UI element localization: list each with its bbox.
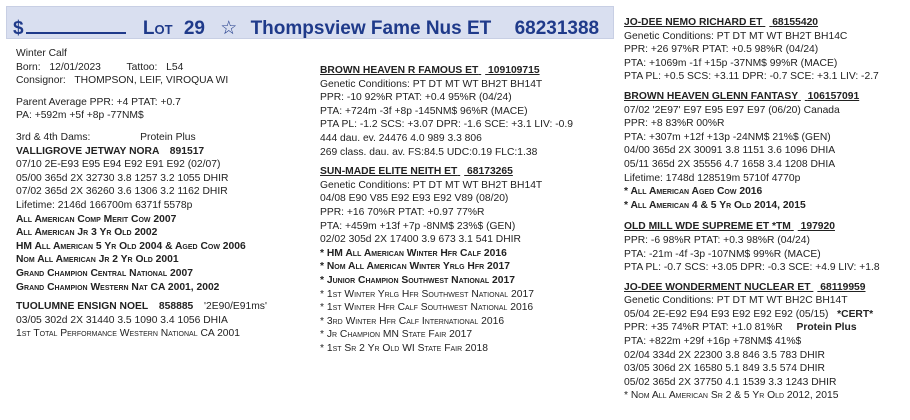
price-blank: [26, 18, 126, 34]
fourth-dam-heading: [16, 300, 308, 314]
fourth-dam-reg: 858885: [158, 301, 194, 313]
dam-sire-line: PTA: -21m -4f -3p -107NM$ 99%R (MACE): [624, 248, 821, 260]
dam-award: * 1st Sr 2 Yr Old WI State Fair 2018: [320, 342, 488, 354]
consignor-line: [16, 74, 308, 88]
dam-reg: 68173265: [467, 166, 513, 178]
sire-heading: [320, 64, 612, 78]
dam-dam-protein-plus: Protein Plus: [796, 322, 857, 334]
sire-line: 444 dau. ev. 24476 4.0 989 3.3 806: [320, 132, 482, 144]
dam-award: * Junior Champion Southwest National 2017: [320, 274, 515, 286]
dam-dam-heading: [624, 281, 910, 295]
dam-dam-name: JO-DEE WONDERMENT NUCLEAR ET: [624, 281, 811, 293]
tattoo-value: L54: [166, 61, 184, 73]
sire-dam-award: * All American 4 & 5 Yr Old 2014, 2015: [624, 199, 806, 211]
sire-dam-reg: 106157091: [807, 90, 860, 102]
dams-heading: [16, 131, 308, 145]
dam-award: * 3rd Winter Hfr Calf International 2016: [320, 315, 505, 327]
sire-sire-heading: [624, 16, 910, 30]
third-dam-line: 07/02 365d 2X 36260 3.6 1306 3.2 1162 DHIR: [16, 186, 228, 198]
dam-line: Genetic Conditions: PT DT MT WT BH2T BH14T: [320, 179, 543, 191]
sire-line: PTA: +724m -3f +8p -145NM$ 96%R (MACE): [320, 105, 528, 117]
sire-sire-reg: 68155420: [772, 17, 819, 28]
lot-number: 29: [183, 18, 205, 39]
sire-dam-column: [320, 64, 612, 355]
born-label: Born:: [16, 61, 41, 73]
third-dam-heading: [16, 145, 308, 159]
dam-dam-reg: 68119959: [820, 281, 866, 293]
dam-dam-ppr: PPR: +35 74%R PTAT: +1.0 81%R: [624, 322, 783, 334]
dam-line: 02/02 305d 2X 17400 3.9 673 3.1 541 DHIR: [320, 234, 521, 246]
dam-dam-ppr-line: [624, 321, 910, 335]
lot-header-banner: [6, 6, 614, 39]
parent-average-pta: PA: +592m +5f +8p -77NM$: [16, 110, 144, 122]
dam-dam-classification-line: [624, 308, 910, 322]
third-dam-award: Nom All American Jr 2 Yr Old 2001: [16, 254, 179, 266]
sire-line: PTA PL: -1.2 SCS: +3.07 DPR: -1.6 SCE: +3.1 LIV: -0.9: [320, 119, 573, 131]
third-dam-name: VALLIGROVE JETWAY NORA: [16, 145, 160, 157]
sire-line: PPR: -10 92%R PTAT: +0.4 95%R (04/24): [320, 92, 512, 104]
birth-tattoo-line: [16, 61, 308, 75]
sire-dam-line: PTA: +307m +12f +13p -24NM$ 21%$ (GEN): [624, 131, 831, 143]
sire-dam-line: 04/00 365d 2X 30091 3.8 1151 3.6 1096 DHIA: [624, 145, 836, 157]
sire-sire-line: PTA PL: +0.5 SCS: +3.11 DPR: -0.7 SCE: +3.1 LIV: -2.7: [624, 71, 879, 83]
tattoo-label: Tattoo:: [126, 61, 158, 73]
sire-dam-line: Lifetime: 1748d 128519m 5710f 4770p: [624, 172, 801, 184]
dam-dam-line: 02/04 334d 2X 22300 3.8 846 3.5 783 DHIR: [624, 349, 825, 361]
sire-dam-line: 07/02 '2E97' E97 E95 E97 E97 (06/20) Canada: [624, 104, 840, 116]
third-dam-award: All American Comp Merit Cow 2007: [16, 213, 177, 225]
animal-name: Thompsview Fame Nus ET: [250, 18, 492, 39]
dam-sire-reg: 197920: [800, 221, 835, 233]
sire-dam-name: BROWN HEAVEN GLENN FANTASY: [624, 90, 798, 102]
price-prefix: $: [13, 18, 24, 39]
third-dam-award: Grand Champion Western Nat CA 2001, 2002: [16, 281, 220, 293]
dam-dam-cert: *CERT*: [837, 308, 874, 320]
sire-dam-line: 05/11 365d 2X 35556 4.7 1658 3.4 1208 DHIA: [624, 158, 836, 170]
sire-sire-line: Genetic Conditions: PT DT MT WT BH2T BH14C: [624, 30, 848, 42]
dam-dam-line: 05/02 365d 2X 37750 4.1 1539 3.3 1243 DHIR: [624, 376, 837, 388]
dam-sire-line: PPR: -6 98%R PTAT: +0.3 98%R (04/24): [624, 234, 810, 246]
third-dam-award: HM All American 5 Yr Old 2004 & Aged Cow 2006: [16, 240, 246, 252]
dam-sire-heading: [624, 220, 910, 234]
third-dam-reg: 891517: [169, 145, 205, 157]
fourth-dam-note: '2E90/E91ms': [204, 301, 267, 313]
dams-note: Protein Plus: [140, 131, 196, 143]
third-dam-award: Grand Champion Central National 2007: [16, 267, 193, 279]
fourth-dam-award: 1st Total Performance Western National CA 2001: [16, 328, 240, 340]
dam-dam-classification: 05/04 2E-E92 E94 E93 E92 E92 E92 (05/15): [624, 308, 829, 320]
star-icon: ☆: [220, 18, 238, 39]
fourth-dam-line: 03/05 302d 2X 31440 3.5 1090 3.4 1056 DHIA: [16, 314, 228, 326]
dam-heading: [320, 165, 612, 179]
third-dam-line: 05/00 365d 2X 32730 3.8 1257 3.2 1055 DHIR: [16, 172, 229, 184]
animal-info-column: [16, 47, 308, 341]
third-dam-award: All American Jr 3 Yr Old 2002: [16, 227, 158, 239]
grandparents-column: [624, 16, 910, 403]
born-date: 12/01/2023: [49, 61, 101, 73]
dams-label: 3rd & 4th Dams:: [16, 131, 91, 143]
dam-award: * 1st Winter Hfr Calf Southwest National 2016: [320, 302, 534, 314]
dam-line: 04/08 E90 V85 E92 E93 E92 V89 (08/20): [320, 193, 509, 205]
dam-dam-line: Genetic Conditions: PT DT MT WT BH2C BH14T: [624, 295, 848, 307]
dam-sire-name: OLD MILL WDE SUPREME ET *TM: [624, 221, 791, 233]
consignor-value: THOMPSON, LEIF, VIROQUA WI: [74, 75, 229, 87]
dam-dam-line: PTA: +822m +29f +16p +78NM$ 41%$: [624, 336, 802, 348]
sire-dam-award: * All American Aged Cow 2016: [624, 186, 763, 198]
dam-award: * Nom All American Winter Yrlg Hfr 2017: [320, 261, 510, 273]
sire-line: Genetic Conditions: PT DT MT WT BH2T BH14T: [320, 78, 543, 90]
sire-reg: 109109715: [488, 65, 540, 76]
animal-class: Winter Calf: [16, 48, 67, 59]
sire-dam-line: PPR: +8 83%R 00%R: [624, 118, 725, 130]
parent-average-ppr: Parent Average PPR: +4 PTAT: +0.7: [16, 96, 181, 108]
dam-dam-line: 03/05 306d 2X 16580 5.1 849 3.5 574 DHIR: [624, 363, 825, 375]
animal-registration: 68231388: [514, 18, 600, 39]
dam-sire-line: PTA PL: -0.7 SCS: +3.05 DPR: -0.3 SCE: +4.9 LIV: +1.8: [624, 262, 880, 274]
dam-line: PTA: +459m +13f +7p -8NM$ 23%$ (GEN): [320, 220, 516, 232]
sire-sire-line: PTA: +1069m -1f +15p -37NM$ 99%R (MACE): [624, 57, 838, 69]
sire-line: 269 class. dau. av. FS:84.5 UDC:0.19 FLC:1.38: [320, 146, 538, 158]
dam-dam-award: * Nom All American Sr 2 & 5 Yr Old 2012, 2015: [624, 390, 839, 402]
sire-sire-line: PPR: +26 97%R PTAT: +0.5 98%R (04/24): [624, 44, 819, 56]
sire-name: BROWN HEAVEN R FAMOUS ET: [320, 65, 479, 76]
dam-award: * Jr Champion MN State Fair 2017: [320, 329, 473, 341]
dam-name: SUN-MADE ELITE NEITH ET: [320, 166, 458, 178]
dam-award: * HM All American Winter Hfr Calf 2016: [320, 247, 507, 259]
consignor-label: Consignor:: [16, 75, 66, 87]
fourth-dam-name: TUOLUMNE ENSIGN NOEL: [16, 301, 149, 313]
lot-header: [13, 18, 599, 40]
third-dam-line: 07/10 2E-E93 E95 E94 E92 E91 E92 (02/07): [16, 159, 221, 171]
dam-award: * 1st Winter Yrlg Hfr Southwest National 2017: [320, 288, 534, 300]
sire-sire-name: JO-DEE NEMO RICHARD ET: [624, 17, 763, 28]
third-dam-line: Lifetime: 2146d 166700m 6371f 5578p: [16, 199, 193, 211]
sire-dam-heading: [624, 90, 910, 104]
lot-label: Lot: [142, 18, 173, 39]
dam-line: PPR: +16 70%R PTAT: +0.97 77%R: [320, 206, 485, 218]
